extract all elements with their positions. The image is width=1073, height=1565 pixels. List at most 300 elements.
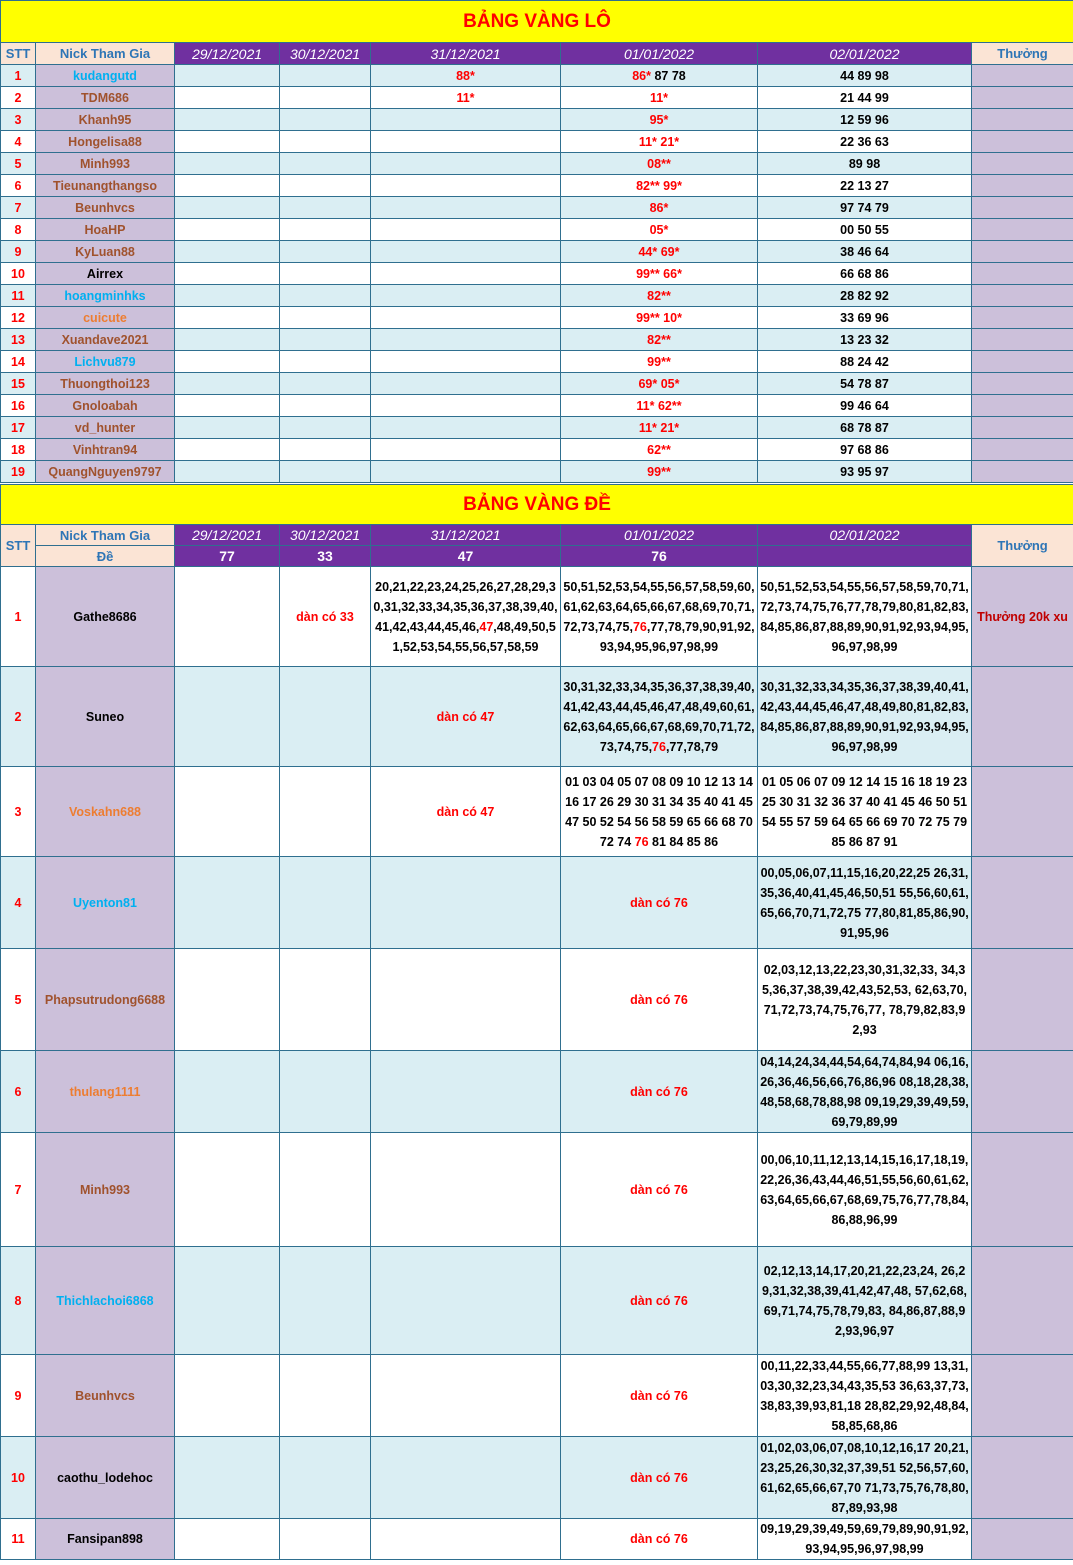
de-row-cell-date-2 <box>280 1051 371 1133</box>
de-table-row <box>1 1437 1073 1519</box>
lo-row-nick: Vinhtran94 <box>36 439 175 461</box>
lo-row-nick: hoangminhks <box>36 285 175 307</box>
de-row-cell-date-5: 00,11,22,33,44,55,66,77,88,99 13,31,03,30,32,23,34,43,35,53 36,63,37,73,38,83,39,93,81,18 28,82,29,92,48,84,58,85,68,86 <box>758 1355 972 1437</box>
lo-row-thuong <box>972 131 1073 153</box>
de-row-thuong <box>972 1051 1073 1133</box>
lo-row-cell-date-1 <box>175 87 280 109</box>
lo-row-stt: 5 <box>1 153 36 175</box>
lo-row-stt: 1 <box>1 65 36 87</box>
lo-row-nick: kudangutd <box>36 65 175 87</box>
lo-row-pick-red: 99** <box>647 464 671 479</box>
lo-row-cell-date-1 <box>175 109 280 131</box>
lo-row-cell-date-2 <box>280 329 371 351</box>
de-row-stt: 5 <box>1 949 36 1051</box>
de-row-nums-hit: 76 <box>652 739 666 754</box>
lo-row-cell-date-5: 00 50 55 <box>758 219 972 241</box>
lo-table-row <box>1 461 1073 483</box>
de-row-nums-hit: 76 <box>634 834 649 849</box>
de-row-cell-date-3: dàn có 47 <box>371 667 561 767</box>
lo-row-cell-date-1 <box>175 153 280 175</box>
lo-row-thuong <box>972 373 1073 395</box>
de-header-date-2: 30/12/2021 <box>280 525 371 546</box>
lo-row-cell-date-4 <box>561 197 758 219</box>
lo-row-cell-date-5: 88 24 42 <box>758 351 972 373</box>
de-row-nick: Voskahn688 <box>36 767 175 857</box>
de-title: BẢNG VÀNG ĐỀ <box>1 485 1073 525</box>
de-result-1: 77 <box>175 546 280 567</box>
lo-table-row <box>1 307 1073 329</box>
de-row-cell-date-3: dàn có 47 <box>371 767 561 857</box>
de-result-3: 47 <box>371 546 561 567</box>
lo-row-cell-date-5: 89 98 <box>758 153 972 175</box>
lo-row-thuong <box>972 153 1073 175</box>
lo-row-cell-date-1 <box>175 65 280 87</box>
de-table-row <box>1 667 1073 767</box>
lo-table-row <box>1 417 1073 439</box>
de-row-nick: Suneo <box>36 667 175 767</box>
lo-row-stt: 11 <box>1 285 36 307</box>
lo-row-cell-date-2 <box>280 395 371 417</box>
lo-row-cell-date-3 <box>371 241 561 263</box>
de-header-date-5: 02/01/2022 <box>758 525 972 546</box>
lo-row-cell-date-3 <box>371 351 561 373</box>
lo-row-cell-date-3 <box>371 219 561 241</box>
de-row-stt: 4 <box>1 857 36 949</box>
lo-row-cell-date-5: 28 82 92 <box>758 285 972 307</box>
lo-row-pick-red: 82** 99* <box>636 178 682 193</box>
de-row-cell-date-3 <box>371 1437 561 1519</box>
de-row-thuong <box>972 1133 1073 1247</box>
lo-row-stt: 17 <box>1 417 36 439</box>
de-row-cell-date-4 <box>561 767 758 857</box>
de-row-thuong <box>972 767 1073 857</box>
de-row-cell-date-2 <box>280 1519 371 1560</box>
lo-row-cell-date-2 <box>280 263 371 285</box>
de-row-nick: Thichlachoi6868 <box>36 1247 175 1355</box>
lo-row-thuong <box>972 263 1073 285</box>
lo-table-row <box>1 87 1073 109</box>
lo-row-cell-date-4 <box>561 219 758 241</box>
lo-row-cell-date-2 <box>280 65 371 87</box>
lo-row-cell-date-3 <box>371 175 561 197</box>
de-row-nick: Beunhvcs <box>36 1355 175 1437</box>
lo-row-cell-date-2 <box>280 351 371 373</box>
de-row-nick: Uyenton81 <box>36 857 175 949</box>
de-row-cell-date-2 <box>280 767 371 857</box>
de-row-nums-part: ,77,78,79 <box>665 739 719 754</box>
de-result-4: 76 <box>561 546 758 567</box>
lo-table-row <box>1 197 1073 219</box>
lo-row-cell-date-1 <box>175 263 280 285</box>
de-row-thuong <box>972 1247 1073 1355</box>
lo-row-cell-date-2 <box>280 461 371 483</box>
de-table-row <box>1 1133 1073 1247</box>
lo-header-nick: Nick Tham Gia <box>36 43 175 65</box>
lo-row-nick: Thuongthoi123 <box>36 373 175 395</box>
de-row-cell-date-1 <box>175 949 280 1051</box>
de-row-cell-date-5: 02,12,13,14,17,20,21,22,23,24, 26,29,31,32,38,39,41,42,47,48, 57,62,68,69,71,74,75,78,79,83, 84,86,87,88,92,93,96,97 <box>758 1247 972 1355</box>
lo-row-nick: HoaHP <box>36 219 175 241</box>
de-row-stt: 10 <box>1 1437 36 1519</box>
lo-table-row <box>1 263 1073 285</box>
de-table <box>0 484 1073 1560</box>
de-row-nick: caothu_lodehoc <box>36 1437 175 1519</box>
de-row-cell-date-2 <box>280 1133 371 1247</box>
de-header-thuong: Thưởng <box>972 525 1073 567</box>
de-row-stt: 7 <box>1 1133 36 1247</box>
de-row-stt: 2 <box>1 667 36 767</box>
de-row-cell-date-2 <box>280 857 371 949</box>
de-row-stt: 11 <box>1 1519 36 1560</box>
lo-row-stt: 15 <box>1 373 36 395</box>
lo-row-thuong <box>972 175 1073 197</box>
lo-row-thuong <box>972 329 1073 351</box>
lo-row-cell-date-5: 33 69 96 <box>758 307 972 329</box>
lo-row-pick-red: 99** <box>647 354 671 369</box>
de-row-cell-date-4: dàn có 76 <box>561 1519 758 1560</box>
de-row-cell-date-1 <box>175 1133 280 1247</box>
lo-row-cell-date-5: 99 46 64 <box>758 395 972 417</box>
de-row-nums-hit: 76 <box>632 619 647 634</box>
lo-row-nick: Khanh95 <box>36 109 175 131</box>
de-row-nick: Fansipan898 <box>36 1519 175 1560</box>
lo-row-cell-date-1 <box>175 219 280 241</box>
lo-row-cell-date-3 <box>371 109 561 131</box>
lo-row-pick-red: 82** <box>647 332 671 347</box>
lo-row-cell-date-5: 66 68 86 <box>758 263 972 285</box>
lo-row-nick: cuicute <box>36 307 175 329</box>
lo-row-nick: Tieunangthangso <box>36 175 175 197</box>
de-row-stt: 8 <box>1 1247 36 1355</box>
lo-row-pick-red: 11* 21* <box>638 420 680 435</box>
lo-row-thuong <box>972 285 1073 307</box>
lo-row-cell-date-4 <box>561 461 758 483</box>
de-row-cell-date-4 <box>561 667 758 767</box>
de-table-row <box>1 1051 1073 1133</box>
lo-row-pick-red: 86* <box>632 68 651 83</box>
lo-row-stt: 4 <box>1 131 36 153</box>
de-row-cell-date-5: 50,51,52,53,54,55,56,57,58,59,70,71,72,73,74,75,76,77,78,79,80,81,82,83,84,85,86,87,88,89,90,91,92,93,94,95,96,97,98,99 <box>758 567 972 667</box>
lo-header-date-1: 29/12/2021 <box>175 43 280 65</box>
lo-row-cell-date-3 <box>371 417 561 439</box>
lo-row-cell-date-2 <box>280 175 371 197</box>
lo-row-cell-date-2 <box>280 197 371 219</box>
lo-row-thuong <box>972 197 1073 219</box>
lo-row-cell-date-4 <box>561 285 758 307</box>
lo-table-row <box>1 351 1073 373</box>
lo-row-cell-date-4 <box>561 65 758 87</box>
de-row-cell-date-4: dàn có 76 <box>561 1437 758 1519</box>
de-body <box>1 567 1073 1560</box>
lo-header-date-3: 31/12/2021 <box>371 43 561 65</box>
de-row-cell-date-2 <box>280 949 371 1051</box>
de-row-thuong <box>972 857 1073 949</box>
lo-row-pick-red: 08** <box>647 156 671 171</box>
lo-table-row <box>1 65 1073 87</box>
lo-row-cell-date-5: 13 23 32 <box>758 329 972 351</box>
de-row-nums-part: 50,51,52,53,54,55,56,57,58,59,60,61,62,63,64,65,66,67,68,69,70,71,72,73,74,75, <box>563 579 755 634</box>
de-row-nums-hit: 47 <box>479 619 494 634</box>
lo-header-thuong: Thưởng <box>972 43 1073 65</box>
de-row-nums-part: ,77,78,79,90,91,92,93,94,95,96,97,98,99 <box>599 619 755 654</box>
de-row-cell-date-1 <box>175 1051 280 1133</box>
lo-row-cell-date-5: 44 89 98 <box>758 65 972 87</box>
lo-row-pick-red: 69* 05* <box>638 376 680 391</box>
de-row-nick: Minh993 <box>36 1133 175 1247</box>
lo-row-nick: Minh993 <box>36 153 175 175</box>
de-row-cell-date-5: 09,19,29,39,49,59,69,79,89,90,91,92,93,94,95,96,97,98,99 <box>758 1519 972 1560</box>
lo-row-stt: 8 <box>1 219 36 241</box>
de-row-cell-date-3 <box>371 567 561 667</box>
lo-row-thuong <box>972 351 1073 373</box>
lo-row-pick-red: 62** <box>647 442 671 457</box>
de-row-thuong <box>972 667 1073 767</box>
de-row-nums-part: 81 84 85 86 <box>648 834 719 849</box>
lo-row-stt: 10 <box>1 263 36 285</box>
lo-row-cell-date-4 <box>561 329 758 351</box>
de-table-row <box>1 1247 1073 1355</box>
de-header-date-4: 01/01/2022 <box>561 525 758 546</box>
lo-row-cell-date-2 <box>280 417 371 439</box>
lo-row-stt: 2 <box>1 87 36 109</box>
de-row-cell-date-1 <box>175 1247 280 1355</box>
de-row-stt: 1 <box>1 567 36 667</box>
lo-row-cell-date-3 <box>371 153 561 175</box>
lo-row-cell-date-3 <box>371 131 561 153</box>
lo-row-cell-date-3 <box>371 461 561 483</box>
lo-row-stt: 6 <box>1 175 36 197</box>
lo-row-cell-date-5: 38 46 64 <box>758 241 972 263</box>
de-row-cell-date-1 <box>175 1355 280 1437</box>
lo-row-cell-date-4 <box>561 417 758 439</box>
lo-header-date-2: 30/12/2021 <box>280 43 371 65</box>
lo-row-cell-date-4 <box>561 373 758 395</box>
de-row-cell-date-3 <box>371 1051 561 1133</box>
de-row-cell-date-5: 04,14,24,34,44,54,64,74,84,94 06,16,26,36,46,56,66,76,86,96 08,18,28,38,48,58,68,78,88,98 09,19,29,39,49,59,69,79,89,99 <box>758 1051 972 1133</box>
lo-row-pick-red: 86* <box>649 200 669 215</box>
lo-row-cell-date-1 <box>175 131 280 153</box>
de-row-thuong <box>972 1519 1073 1560</box>
lo-row-stt: 14 <box>1 351 36 373</box>
lo-table-row <box>1 175 1073 197</box>
lo-row-thuong <box>972 219 1073 241</box>
lo-row-stt: 19 <box>1 461 36 483</box>
de-row-cell-date-1 <box>175 1519 280 1560</box>
lo-row-cell-date-2 <box>280 219 371 241</box>
de-row-nick: Phapsutrudong6688 <box>36 949 175 1051</box>
de-row-cell-date-3 <box>371 1247 561 1355</box>
lo-row-cell-date-4 <box>561 395 758 417</box>
lo-table-row <box>1 131 1073 153</box>
lo-row-cell-date-2 <box>280 153 371 175</box>
lo-table-row <box>1 285 1073 307</box>
lo-table-row <box>1 395 1073 417</box>
de-row-thuong: Thưởng 20k xu <box>972 567 1073 667</box>
lo-row-stt: 12 <box>1 307 36 329</box>
lo-row-cell-date-5: 22 13 27 <box>758 175 972 197</box>
de-row-cell-date-5: 30,31,32,33,34,35,36,37,38,39,40,41,42,43,44,45,46,47,48,49,80,81,82,83,84,85,86,87,88,89,90,91,92,93,94,95,96,97,98,99 <box>758 667 972 767</box>
lo-row-cell-date-5: 12 59 96 <box>758 109 972 131</box>
lo-row-nick: QuangNguyen9797 <box>36 461 175 483</box>
de-row-cell-date-5: 00,05,06,07,11,15,16,20,22,25 26,31,35,36,40,41,45,46,50,51 55,56,60,61,65,66,70,71,72,75 77,80,81,85,86,90,91,95,96 <box>758 857 972 949</box>
de-table-row <box>1 1355 1073 1437</box>
lo-row-nick: Xuandave2021 <box>36 329 175 351</box>
lo-row-cell-date-1 <box>175 417 280 439</box>
lo-row-cell-date-4 <box>561 351 758 373</box>
lo-row-cell-date-4 <box>561 241 758 263</box>
lo-row-cell-date-4 <box>561 263 758 285</box>
lo-row-nick: vd_hunter <box>36 417 175 439</box>
de-header-stt: STT <box>1 525 36 567</box>
lo-row-cell-date-1 <box>175 439 280 461</box>
lo-row-cell-date-2 <box>280 131 371 153</box>
de-header-date-1: 29/12/2021 <box>175 525 280 546</box>
de-row-stt: 6 <box>1 1051 36 1133</box>
de-row-cell-date-5: 01 05 06 07 09 12 14 15 16 18 19 23 25 30 31 32 36 37 40 41 45 46 50 51 54 55 57 59 64 65 66 69 70 72 75 79 85 86 87 91 <box>758 767 972 857</box>
de-header-nick: Nick Tham Gia <box>36 525 175 546</box>
lo-row-cell-date-2 <box>280 307 371 329</box>
lo-row-thuong <box>972 241 1073 263</box>
de-table-row <box>1 857 1073 949</box>
de-row-thuong <box>972 1355 1073 1437</box>
lo-row-cell-date-1 <box>175 373 280 395</box>
de-row-cell-date-1 <box>175 567 280 667</box>
lo-row-pick-red: 95* <box>649 112 669 127</box>
lo-row-nick: Gnoloabah <box>36 395 175 417</box>
lo-row-cell-date-3 <box>371 373 561 395</box>
lo-row-cell-date-3 <box>371 197 561 219</box>
lo-row-thuong <box>972 109 1073 131</box>
de-row-cell-date-1 <box>175 667 280 767</box>
lo-table-row <box>1 241 1073 263</box>
lo-row-cell-date-3 <box>371 285 561 307</box>
lo-row-cell-date-2 <box>280 87 371 109</box>
de-table-row <box>1 567 1073 667</box>
de-row-thuong <box>972 1437 1073 1519</box>
de-row-nums-part: 01 03 04 05 07 08 09 10 12 13 14 16 17 26 29 30 31 34 35 40 41 45 47 50 52 54 56 58 59 65 66 68 70 72 74 <box>565 774 753 849</box>
de-row-cell-date-2 <box>280 1437 371 1519</box>
de-result-2: 33 <box>280 546 371 567</box>
lo-row-cell-date-5: 93 95 97 <box>758 461 972 483</box>
lo-row-thuong <box>972 395 1073 417</box>
lo-row-stt: 13 <box>1 329 36 351</box>
de-row-cell-date-2 <box>280 667 371 767</box>
lo-header-date-5: 02/01/2022 <box>758 43 972 65</box>
lo-row-pick-red: 11* 21* <box>638 134 680 149</box>
lo-row-nick: Airrex <box>36 263 175 285</box>
lo-row-pick-red: 05* <box>649 222 669 237</box>
de-row-cell-date-2: dàn có 33 <box>280 567 371 667</box>
lo-table-row <box>1 439 1073 461</box>
lo-row-cell-date-1 <box>175 285 280 307</box>
de-row-cell-date-5: 00,06,10,11,12,13,14,15,16,17,18,19,22,26,36,43,44,46,51,55,56,60,61,62,63,64,65,66,67,68,69,75,76,77,78,84,86,88,96,99 <box>758 1133 972 1247</box>
de-row-cell-date-3 <box>371 1355 561 1437</box>
lo-row-thuong <box>972 461 1073 483</box>
lo-row-stt: 18 <box>1 439 36 461</box>
lo-row-cell-date-1 <box>175 197 280 219</box>
de-row-cell-date-4: dàn có 76 <box>561 1247 758 1355</box>
lo-header-stt: STT <box>1 43 36 65</box>
de-row-cell-date-3 <box>371 1519 561 1560</box>
de-row-cell-date-4 <box>561 567 758 667</box>
lo-row-cell-date-1 <box>175 329 280 351</box>
lo-table <box>0 0 1073 483</box>
de-row-cell-date-4: dàn có 76 <box>561 1133 758 1247</box>
lo-row-pick-red: 82** <box>647 288 671 303</box>
lo-row-cell-date-5: 68 78 87 <box>758 417 972 439</box>
lo-row-pick-black: 87 78 <box>651 68 686 83</box>
de-row-cell-date-3 <box>371 949 561 1051</box>
lo-row-nick: Lichvu879 <box>36 351 175 373</box>
lo-row-cell-date-3 <box>371 395 561 417</box>
lo-row-nick: TDM686 <box>36 87 175 109</box>
lo-row-cell-date-5: 97 68 86 <box>758 439 972 461</box>
lo-row-cell-date-5: 21 44 99 <box>758 87 972 109</box>
lo-table-row <box>1 109 1073 131</box>
de-result-5 <box>758 546 972 567</box>
lo-row-nick: Beunhvcs <box>36 197 175 219</box>
lo-row-cell-date-2 <box>280 439 371 461</box>
lo-row-nick: KyLuan88 <box>36 241 175 263</box>
lo-row-cell-date-4 <box>561 109 758 131</box>
de-row-cell-date-2 <box>280 1247 371 1355</box>
lo-row-cell-date-4 <box>561 153 758 175</box>
lo-row-cell-date-4 <box>561 439 758 461</box>
de-row-cell-date-4: dàn có 76 <box>561 949 758 1051</box>
lo-table-row <box>1 219 1073 241</box>
lo-row-cell-date-1 <box>175 351 280 373</box>
lo-row-cell-date-2 <box>280 285 371 307</box>
de-table-row <box>1 1519 1073 1560</box>
de-row-nick: Gathe8686 <box>36 567 175 667</box>
lo-row-cell-date-3 <box>371 307 561 329</box>
de-row-cell-date-5: 01,02,03,06,07,08,10,12,16,17 20,21,23,25,26,30,32,37,39,51 52,56,57,60,61,62,65,66,67,70 71,73,75,76,78,80,87,89,93,98 <box>758 1437 972 1519</box>
lo-row-cell-date-3 <box>371 329 561 351</box>
lo-row-stt: 9 <box>1 241 36 263</box>
lo-table-row <box>1 153 1073 175</box>
de-row-cell-date-4: dàn có 76 <box>561 1051 758 1133</box>
de-row-cell-date-1 <box>175 1437 280 1519</box>
lo-row-pick-red: 44* 69* <box>638 244 680 259</box>
lo-row-pick-red: 99** 10* <box>636 310 682 325</box>
de-row-stt: 9 <box>1 1355 36 1437</box>
de-header-de: Đề <box>36 546 175 567</box>
de-table-row <box>1 767 1073 857</box>
lo-table-row <box>1 373 1073 395</box>
lo-header-date-4: 01/01/2022 <box>561 43 758 65</box>
lo-row-thuong <box>972 417 1073 439</box>
de-row-thuong <box>972 949 1073 1051</box>
lo-row-cell-date-3 <box>371 439 561 461</box>
de-header-date-3: 31/12/2021 <box>371 525 561 546</box>
lo-table-row <box>1 329 1073 351</box>
lo-row-pick-red: 99** 66* <box>636 266 682 281</box>
lo-row-cell-date-2 <box>280 241 371 263</box>
de-row-cell-date-3 <box>371 857 561 949</box>
lo-row-stt: 7 <box>1 197 36 219</box>
lo-row-thuong <box>972 307 1073 329</box>
de-row-cell-date-5: 02,03,12,13,22,23,30,31,32,33, 34,35,36,37,38,39,42,43,52,53, 62,63,70,71,72,73,74,75,76,77, 78,79,82,83,92,93 <box>758 949 972 1051</box>
lo-row-cell-date-5: 22 36 63 <box>758 131 972 153</box>
lo-row-cell-date-1 <box>175 461 280 483</box>
lo-row-pick-red: 11* 62** <box>636 398 682 413</box>
de-row-cell-date-1 <box>175 767 280 857</box>
lo-row-thuong <box>972 439 1073 461</box>
lo-body <box>1 65 1073 483</box>
lo-row-thuong <box>972 87 1073 109</box>
de-row-nums-part: ,48,49,50,51,52,53,54,55,56,57,58,59 <box>392 619 556 654</box>
lo-row-cell-date-5: 54 78 87 <box>758 373 972 395</box>
